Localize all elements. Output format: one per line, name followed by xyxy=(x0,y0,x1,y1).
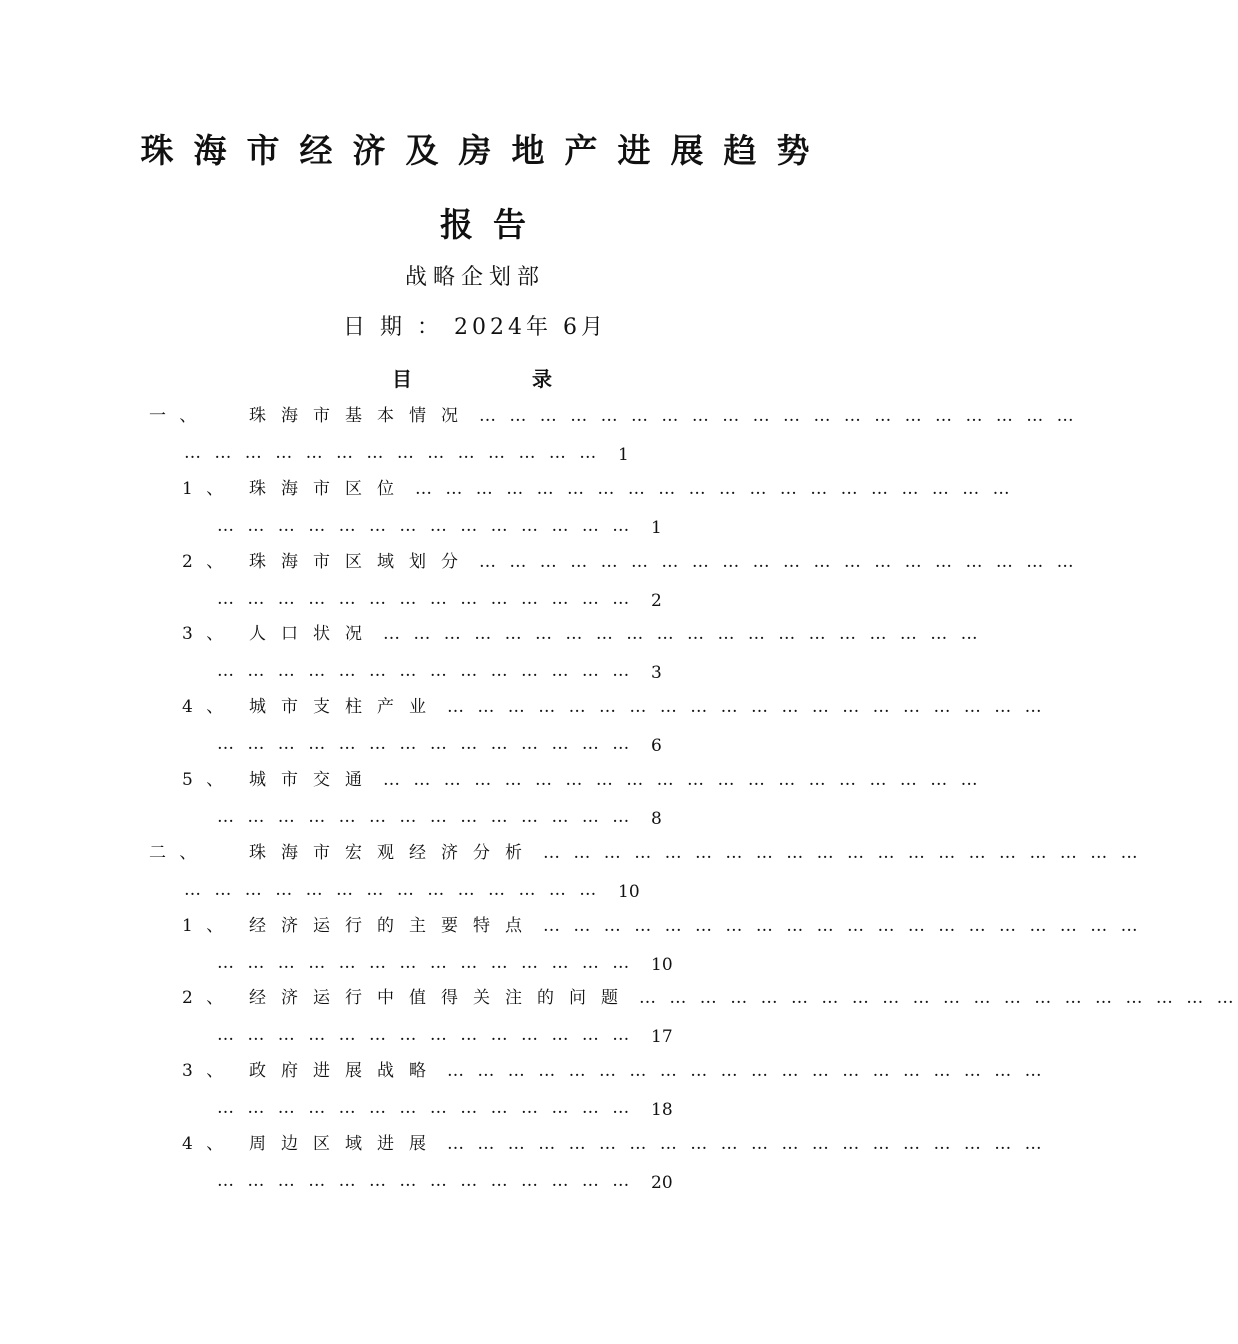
toc-page-number: 10 xyxy=(618,881,640,902)
toc-entry-label: 周边区域进展 xyxy=(249,1134,441,1154)
toc-entry-label: 经济运行中值得关注的问题 xyxy=(249,988,633,1009)
toc-entry-label: 政府进展战略 xyxy=(249,1061,441,1082)
toc-entry[interactable] xyxy=(0,914,1142,986)
department-name: 战略企划部 xyxy=(404,265,545,290)
toc-leader-dots: … … … … … … … … … … … … … … xyxy=(184,443,601,463)
toc-leader-dots: … … … … … … … … … … … … … … xyxy=(217,588,634,609)
toc-heading xyxy=(392,366,552,392)
toc-leader-dots: … … … … … … … … … … … … … … xyxy=(217,807,634,827)
toc-leader-dots: … … … … … … … … … … … … … … … … … … … … xyxy=(543,915,1142,936)
toc-entry[interactable] xyxy=(0,622,982,694)
toc-leader-dots: … … … … … … … … … … … … … … … … … … … … xyxy=(639,988,1238,1009)
toc-leader-dots: … … … … … … … … … … … … … … xyxy=(217,1025,634,1046)
toc-entry-label: 城市交通 xyxy=(249,770,377,790)
toc-leader-dots: … … … … … … … … … … … … … … … … … … … … xyxy=(447,1061,1046,1082)
toc-entry-label: 珠海市宏观经济分析 xyxy=(249,842,537,863)
toc-leader-dots: … … … … … … … … … … … … … … xyxy=(217,515,634,536)
toc-entry[interactable] xyxy=(0,841,1142,913)
toc-leader-dots: … … … … … … … … … … … … … … xyxy=(184,879,601,900)
toc-page-number: 1 xyxy=(618,445,629,465)
toc-entry[interactable] xyxy=(0,695,1046,767)
toc-entry-number: 3 、 xyxy=(182,1061,228,1082)
toc-leader-dots: … … … … … … … … … … … … … … … … … … … … xyxy=(447,1134,1046,1154)
toc-leader-dots: … … … … … … … … … … … … … … … … … … … … xyxy=(479,406,1078,426)
toc-page-number: 6 xyxy=(651,736,662,757)
toc-entry-label: 珠海市区位 xyxy=(249,478,409,499)
toc-leader-dots: … … … … … … … … … … … … … … xyxy=(217,734,634,755)
toc-entry-label: 珠海市基本情况 xyxy=(249,406,473,426)
toc-leader-dots: … … … … … … … … … … … … … … … … … … … … xyxy=(479,551,1078,572)
toc-page-number: 20 xyxy=(651,1173,673,1193)
toc-entry[interactable] xyxy=(0,477,1014,549)
toc-entry[interactable] xyxy=(0,404,1078,476)
toc-entry-label: 人口状况 xyxy=(249,624,377,645)
toc-entry-number: 2 、 xyxy=(182,551,228,572)
toc-leader-dots: … … … … … … … … … … … … … … xyxy=(217,1171,634,1191)
toc-entry-number: 4 、 xyxy=(182,697,228,718)
toc-entry-number: 4 、 xyxy=(182,1134,228,1154)
toc-entry-number: 5 、 xyxy=(182,770,228,790)
toc-page-number: 3 xyxy=(651,663,662,684)
toc-leader-dots: … … … … … … … … … … … … … … … … … … … … xyxy=(447,697,1046,718)
toc-page-number: 18 xyxy=(651,1100,673,1121)
toc-leader-dots: … … … … … … … … … … … … … … … … … … … … xyxy=(543,842,1142,863)
toc-entry-label: 经济运行的主要特点 xyxy=(249,915,537,936)
toc-page-number: 2 xyxy=(651,590,662,611)
toc-page-number: 8 xyxy=(651,809,662,829)
toc-entry-label: 城市支柱产业 xyxy=(249,697,441,718)
toc-entry-number: 3 、 xyxy=(182,624,228,645)
toc-entry[interactable] xyxy=(0,550,1078,622)
toc-entry-number: 2 、 xyxy=(182,988,228,1009)
toc-page-number: 17 xyxy=(651,1027,673,1048)
report-date: 日 期 ： 2024年 6月 xyxy=(343,315,607,340)
toc-leader-dots: … … … … … … … … … … … … … … xyxy=(217,952,634,973)
toc-entry[interactable] xyxy=(0,1059,1046,1131)
toc-entry-label: 珠海市区域划分 xyxy=(249,551,473,572)
toc-heading-left: 目 xyxy=(392,367,412,391)
toc-leader-dots: … … … … … … … … … … … … … … xyxy=(217,1098,634,1119)
toc-entry-number: 二 、 xyxy=(149,842,201,863)
toc-leader-dots: … … … … … … … … … … … … … … … … … … … … xyxy=(383,770,982,790)
toc-entry-number: 1 、 xyxy=(182,915,228,936)
toc-leader-dots: … … … … … … … … … … … … … … … … … … … … xyxy=(415,478,1014,499)
toc-entry-number: 1 、 xyxy=(182,478,228,499)
toc-entry-number: 一 、 xyxy=(149,406,201,426)
toc-heading-right: 录 xyxy=(532,367,552,391)
toc-page-number: 10 xyxy=(651,954,673,975)
toc-leader-dots: … … … … … … … … … … … … … … xyxy=(217,661,634,682)
report-title-line1: 珠海市经济及房地产进展趋势 xyxy=(140,131,830,170)
toc-entry[interactable] xyxy=(0,1132,1046,1204)
toc-leader-dots: … … … … … … … … … … … … … … … … … … … … xyxy=(383,624,982,645)
toc-entry[interactable] xyxy=(0,768,982,840)
toc-page-number: 1 xyxy=(651,517,662,538)
report-title-line2: 报告 xyxy=(440,205,546,244)
toc-entry[interactable] xyxy=(0,986,1238,1058)
